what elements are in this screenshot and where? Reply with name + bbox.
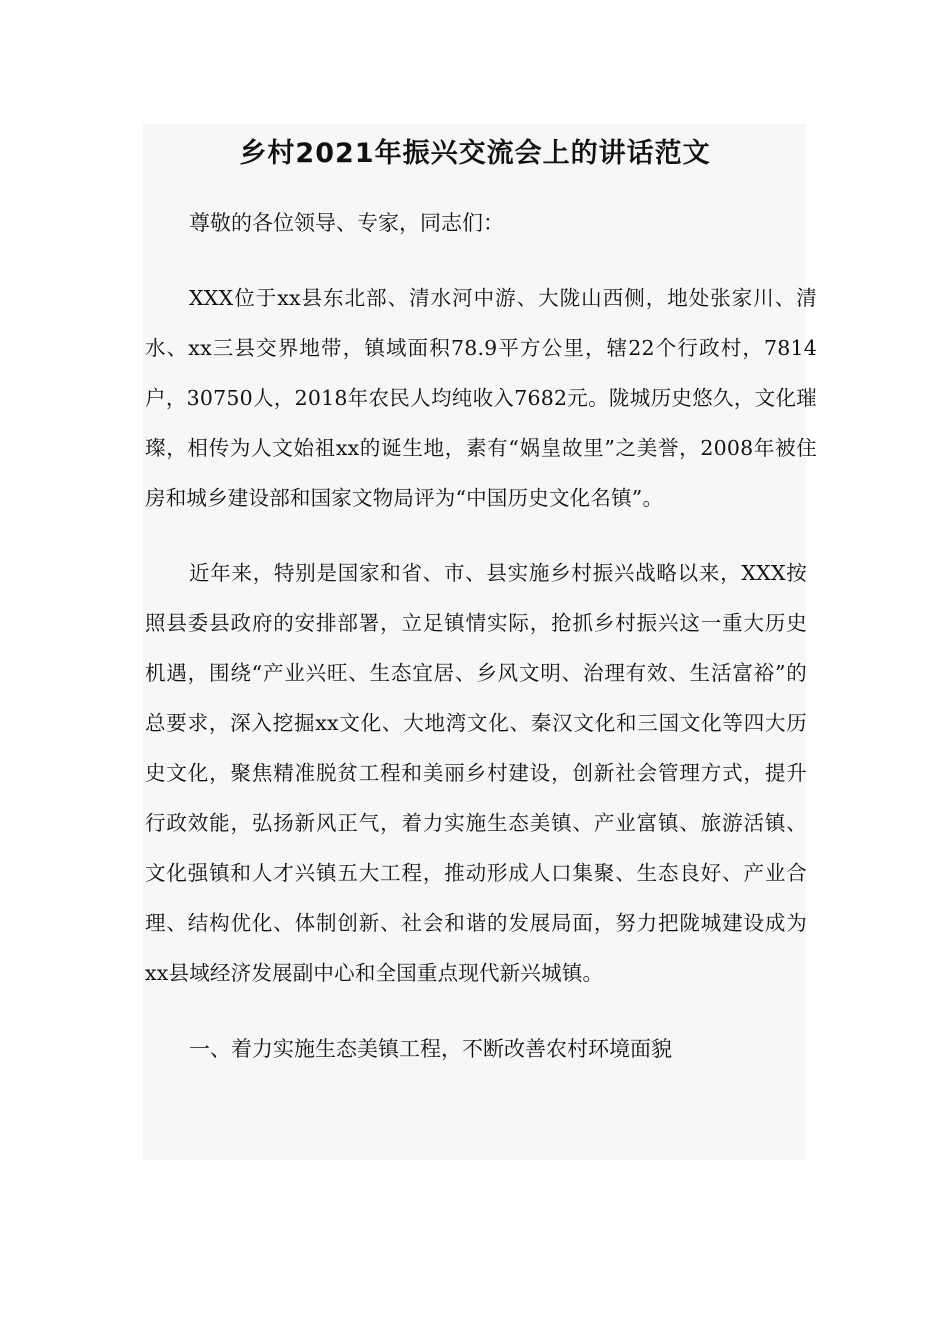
paragraph-strategy: 近年来，特别是国家和省、市、县实施乡村振兴战略以来，XXX按照县委县政府的安排部署，立足镇情实际，抢抓乡村振兴这一重大历史机遇，围绕“产业兴旺、生态宜居、乡风文明、治理有效、生活富裕”的总要求，深入挖掘xx文化、大地湾文化、秦汉文化和三国文化等四大历史文化，聚焦精准脱贫工程和美丽乡村建设，创新社会管理方式，提升行政效能，弘扬新风正气，着力实施生态美镇、产业富镇、旅游活镇、文化强镇和人才兴镇五大工程，推动形成人口集聚、生态良好、产业合理、结构优化、体制创新、社会和谐的发展局面，努力把陇城建设成为xx县域经济发展副中心和全国重点现代新兴城镇。 — [145, 561, 807, 985]
section-heading: 一、着力实施生态美镇工程，不断改善农村环境面貌 — [189, 1037, 672, 1061]
paragraph-intro: XXX位于xx县东北部、清水河中游、大陇山西侧，地处张家川、清水、xx三县交界地带，镇域面积78.9平方公里，辖22个行政村，7814户，30750人，2018年农民人均纯收入7682元。陇城历史悠久，文化璀璨，相传为人文始祖xx的诞生地，素有“娲皇故里”之美誉，2008年被住房和城乡建设部和国家文物局评为“中国历史文化名镇”。 — [145, 286, 817, 510]
salutation: 尊敬的各位领导、专家，同志们： — [189, 211, 504, 235]
document-title: 乡村2021年振兴交流会上的讲话范文 — [239, 138, 711, 169]
document-body — [145, 124, 825, 1074]
